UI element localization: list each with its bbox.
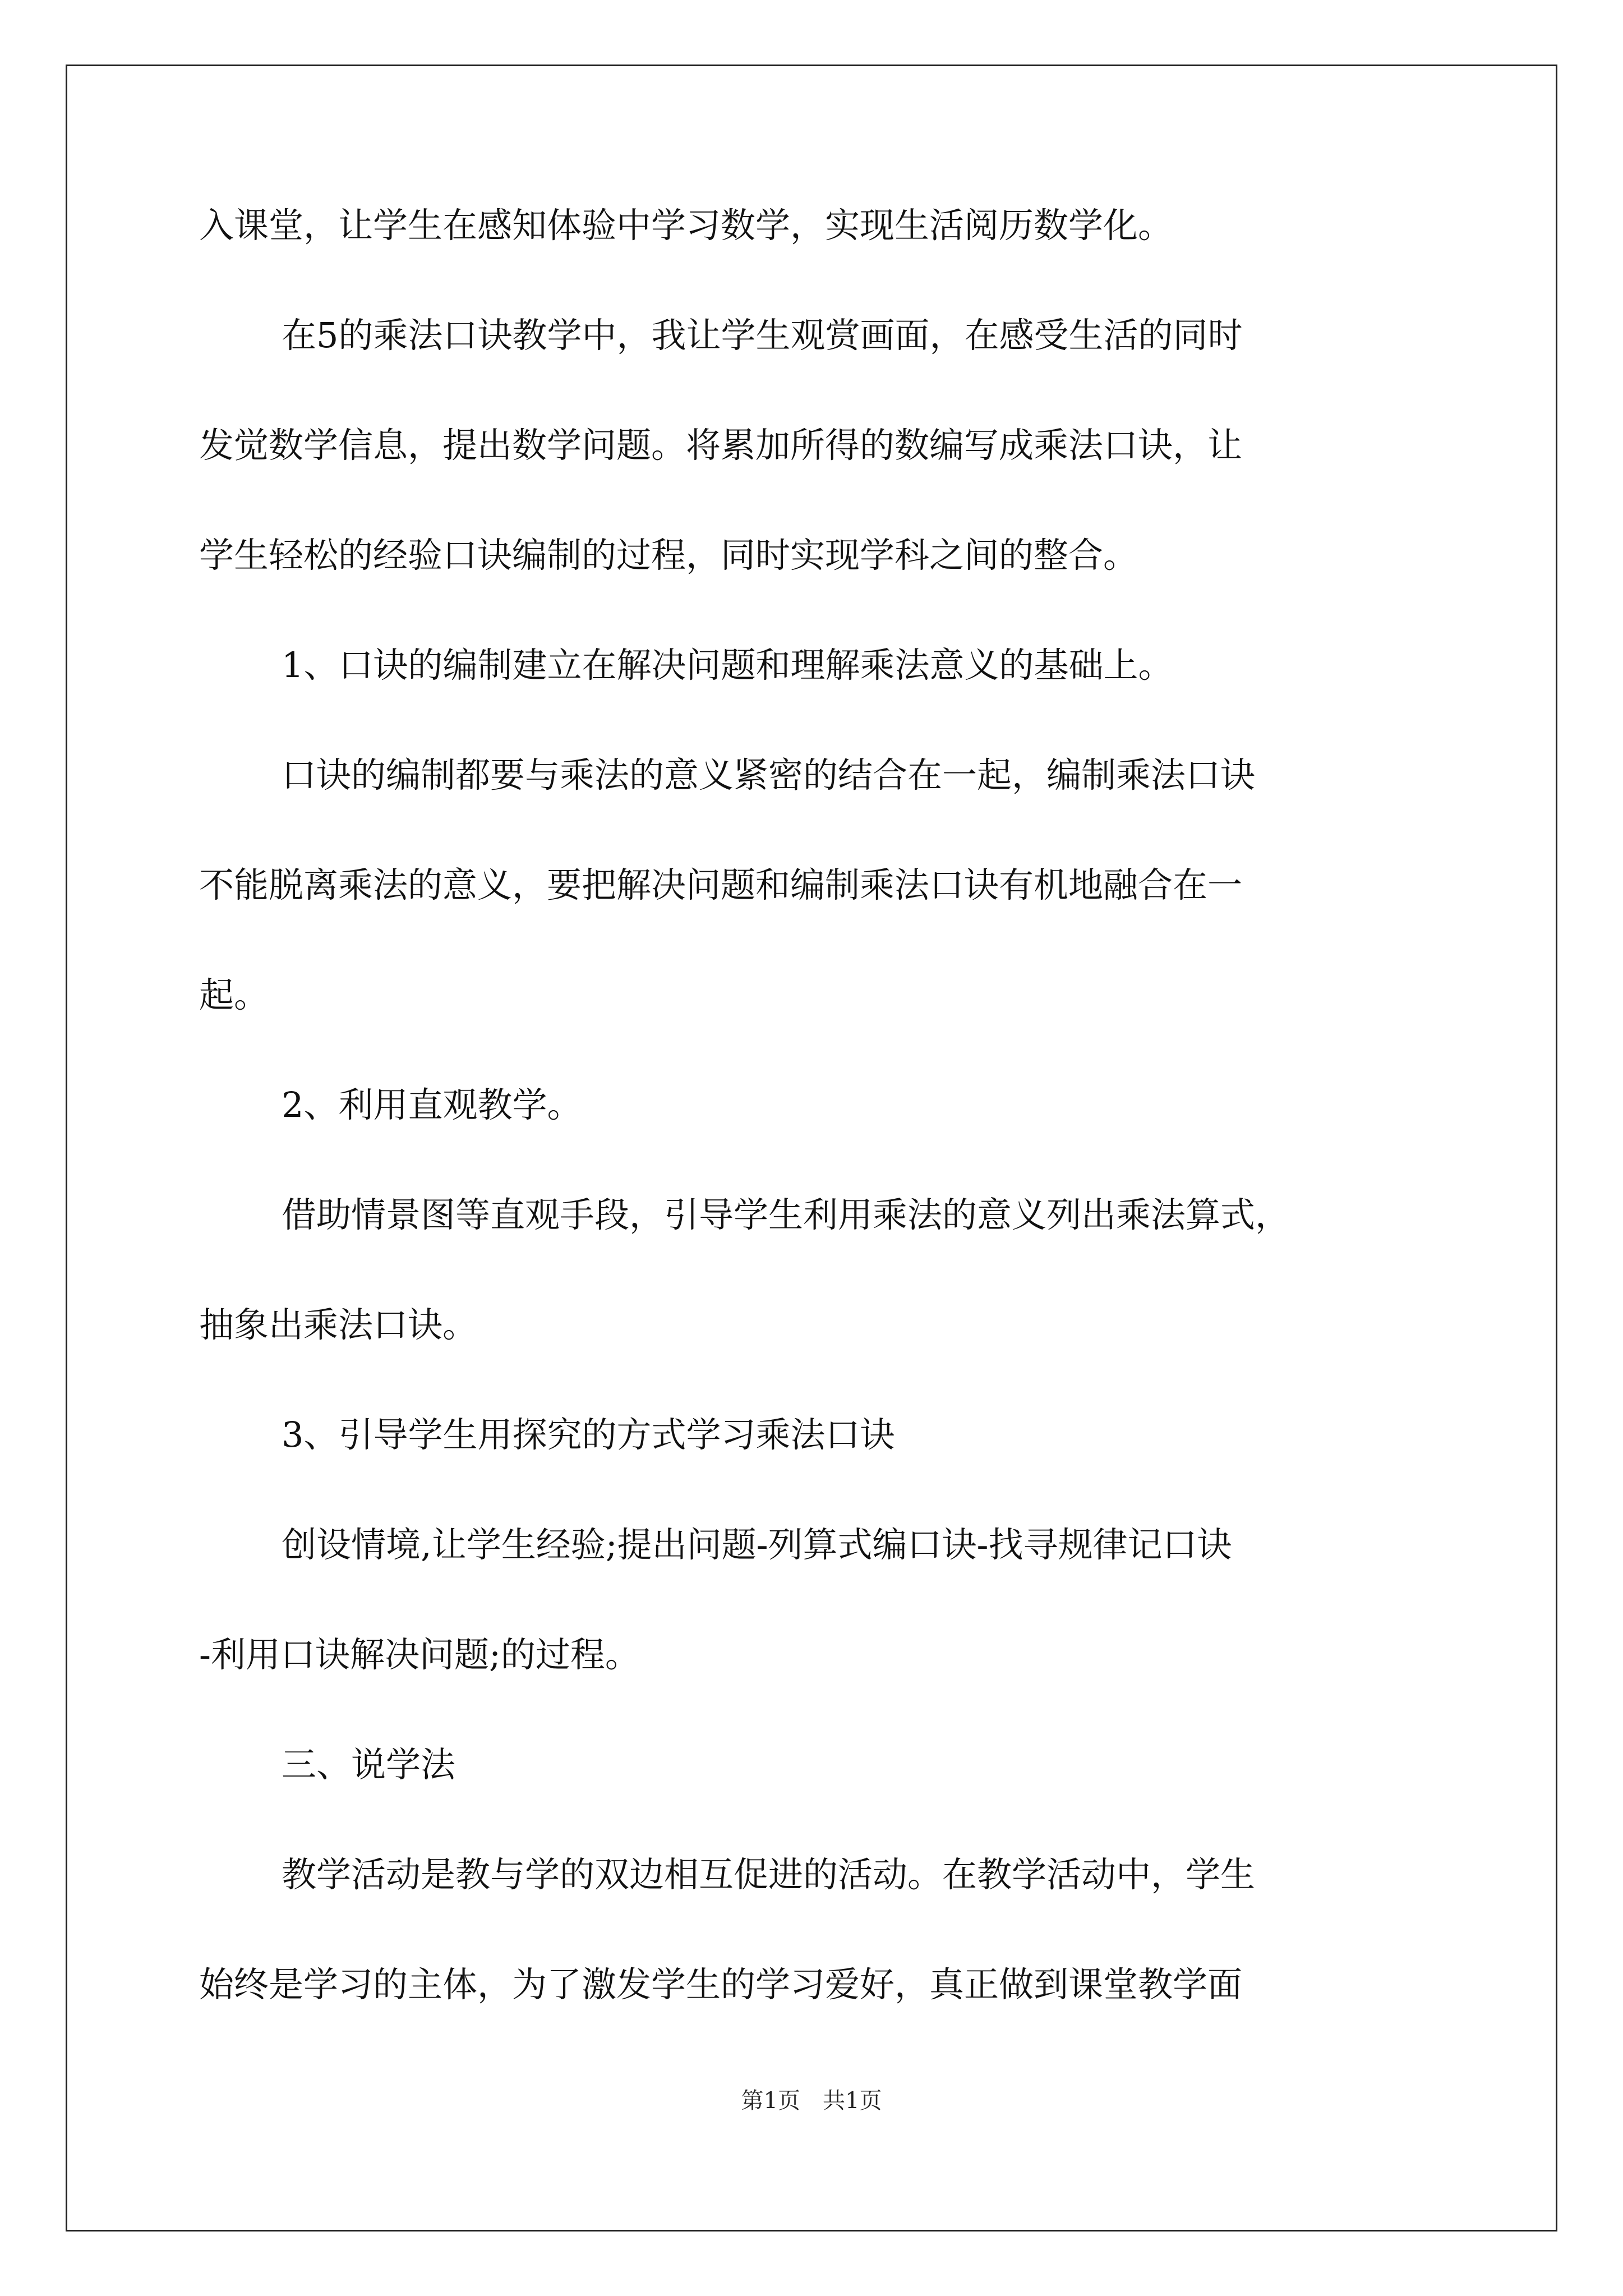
page-border — [66, 65, 1557, 2231]
text-line: 借助情景图等直观手段，引导学生利用乘法的意义列出乘法算式， — [282, 1194, 1290, 1235]
text-line: 2、利用直观教学。 — [282, 1084, 582, 1125]
text-line: 始终是学习的主体，为了激发学生的学习爱好，真正做到课堂教学面 — [199, 1964, 1243, 2005]
text-line: 起。 — [199, 974, 269, 1015]
text-line: 创设情境,让学生经验;提出问题-列算式编口诀-找寻规律记口诀 — [282, 1524, 1232, 1565]
text-line: 教学活动是教与学的双边相互促进的活动。在教学活动中，学生 — [282, 1854, 1256, 1895]
text-line: 3、引导学生用探究的方式学习乘法口诀 — [282, 1414, 895, 1455]
text-line: 入课堂，让学生在感知体验中学习数学，实现生活阅历数学化。 — [199, 205, 1173, 246]
text-line: 1、口诀的编制建立在解决问题和理解乘法意义的基础上。 — [282, 645, 1173, 685]
text-line: 三、说学法 — [282, 1744, 456, 1785]
text-line: 学生轻松的经验口诀编制的过程，同时实现学科之间的整合。 — [199, 535, 1138, 576]
text-line: 不能脱离乘法的意义，要把解决问题和编制乘法口诀有机地融合在一 — [199, 864, 1243, 905]
text-line: 口诀的编制都要与乘法的意义紧密的结合在一起，编制乘法口诀 — [282, 754, 1256, 795]
text-line: -利用口诀解决问题;的过程。 — [199, 1634, 640, 1675]
text-line: 抽象出乘法口诀。 — [199, 1304, 478, 1345]
text-line: 发觉数学信息，提出数学问题。将累加所得的数编写成乘法口诀，让 — [199, 425, 1243, 466]
text-line: 在5的乘法口诀教学中，我让学生观赏画面，在感受生活的同时 — [282, 315, 1243, 356]
page-number: 第1页 共1页 — [741, 2088, 882, 2114]
